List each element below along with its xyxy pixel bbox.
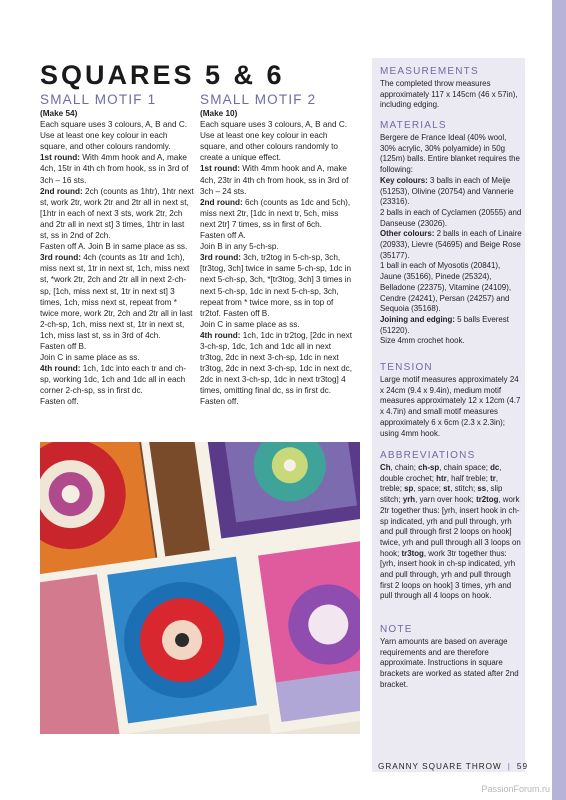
round-text: With 4mm hook and A, make 4ch, 15tr in 4th ch from hook, ss in 3rd of 3ch – 16 sts. bbox=[40, 153, 189, 185]
page-edge-separator bbox=[548, 0, 550, 800]
motif-2-round-1 bbox=[200, 163, 355, 196]
footer-separator: | bbox=[507, 762, 511, 771]
abbreviation-term: ss bbox=[477, 484, 487, 494]
abbreviation-term: tr bbox=[490, 473, 496, 483]
motif-1-fasten-b: Fasten off B. bbox=[40, 341, 87, 351]
motif-1-fasten-a: Fasten off A. Join B in same place as ss. bbox=[40, 242, 188, 252]
motif-1-round-2 bbox=[40, 186, 195, 241]
motif-2-join-c: Join C in same place as ss. bbox=[200, 319, 300, 329]
other-colours-text: 2 balls in each of Linaire (20933), Lievre (54695) and Beige Rose (35177). bbox=[380, 229, 522, 260]
abbreviation-term: Ch bbox=[380, 463, 391, 472]
abbreviation-definition: , treble; bbox=[380, 473, 499, 494]
motif-2-heading: SMALL MOTIF 2 bbox=[200, 92, 317, 107]
abbreviation-term: htr bbox=[436, 473, 447, 483]
motif-1-round-4 bbox=[40, 363, 195, 396]
motif-2-round-2 bbox=[200, 197, 355, 230]
motif-1-heading: SMALL MOTIF 1 bbox=[40, 92, 157, 107]
motif-2-join-b: Join B in any 5-ch-sp. bbox=[200, 242, 279, 252]
measurements-text: The completed throw measures approximately 117 x 145cm (46 x 57in), including edging. bbox=[380, 79, 518, 110]
round-text: 4ch (counts as 1tr and 1ch), miss next st, 1tr in next st, 1ch, miss next st, *work 2tr, 2ch and 2tr all in next 2-ch-sp, [1ch, miss next st, 1tr in next st] 3 times, 1ch, miss next st, repeat from * twice more, work 2tr, 2ch and 2tr all in last 2-ch-sp, 1ch, miss next st, 1tr in next st, 1ch, miss last st, ss in 3rd of 4ch. bbox=[40, 253, 193, 340]
motif-2-round-4 bbox=[200, 330, 355, 408]
abbreviation-definition: , work 2tr together thus: [yrh, insert hook in ch-sp indicated, yrh and pull through, yrh and pull through first 2 loops on hook] twice, yrh and pull through all 3 loops on hook; bbox=[380, 495, 521, 558]
measurements-heading: MEASUREMENTS bbox=[380, 66, 479, 77]
round-label: 3rd round: bbox=[200, 253, 241, 263]
motif-2-column bbox=[200, 92, 355, 408]
motif-1-make: (Make 54) bbox=[40, 109, 78, 118]
abbreviation-definition: , yarn over hook; bbox=[415, 495, 477, 505]
page-footer bbox=[378, 762, 528, 771]
motif-1-join-c: Join C in same place as ss. bbox=[40, 353, 140, 363]
abbreviations-list bbox=[380, 463, 522, 602]
round-text: 1ch, 1dc in tr2tog, [2dc in next 3-ch-sp, 1dc, 1ch and 1dc all in next tr3tog, 2dc in next 3-ch-sp, 1dc in next tr3tog, 2dc in next 3-ch-sp, 1dc in next dc, 2dc in next 3-ch-sp, 1dc in next tr3tog] 4 times, omitting final dc, ss in first dc. Fasten off. bbox=[200, 330, 353, 407]
abbreviation-term: st bbox=[443, 484, 451, 494]
abbreviation-term: tr2tog bbox=[476, 495, 499, 505]
tension-section bbox=[380, 362, 522, 439]
crochet-squares-photo bbox=[40, 442, 360, 734]
materials-one-ball: 1 ball in each of Myosotis (20841), Jaune (35166), Pinede (25324), Belladone (22375), Vitamine (24109), Cendre (24241), Persan (24257) and Sequoia (35168). bbox=[380, 261, 512, 314]
materials-section bbox=[380, 120, 522, 347]
abbreviation-term: yrh bbox=[402, 495, 416, 505]
tension-text: Large motif measures approximately 24 x 24cm (9.4 x 9.4in), medium motif measures approximately 12 x 12cm (4.7 x 4.7in) and small motif measures approximately 6 x 6cm (2.3 x 2.3in); using 4mm hook. bbox=[380, 375, 521, 438]
motif-1-round-1 bbox=[40, 152, 195, 185]
round-text: 3ch, tr2tog in 5-ch-sp, 3ch, [tr3tog, 3ch] twice in same 5-ch-sp, 1dc in next 5-ch-sp, 3ch, *[tr3tog, 3ch] 3 times in next 5-ch-sp, 1dc in next 5-ch-sp, 3ch, repeat from * twice more, ss in top of tr2tof. Fasten off B. bbox=[200, 253, 352, 318]
abbreviation-definition: , double crochet; bbox=[380, 463, 502, 483]
round-label: 1st round: bbox=[200, 164, 241, 174]
footer-section-title: GRANNY SQUARE THROW bbox=[377, 762, 502, 771]
motif-1-intro: Each square uses 3 colours, A, B and C. Use at least one key colour in each square, and other colours randomly. bbox=[40, 120, 188, 152]
key-colours-text: 3 balls in each of Meije (51253), Olivine (20754) and Vannerie (23316). bbox=[380, 175, 514, 207]
note-text: Yarn amounts are based on average requirements and are therefore approximate. Instructions in square brackets are worked as stated after 2nd bracket. bbox=[380, 637, 519, 689]
round-text: 2ch (counts as 1htr), 1htr next st, work 2tr, work 2tr and 2tr all in next st, [1htr in each of next 3 sts, work 2tr, 2ch and 2tr all in next st] 3 times, 1htr in last st, ss in 2nd of 2ch. bbox=[40, 186, 194, 241]
materials-hook: Size 4mm crochet hook. bbox=[380, 336, 465, 346]
motif-1-column bbox=[40, 92, 195, 408]
round-label: 4th round: bbox=[40, 364, 81, 374]
abbreviations-heading: ABBREVIATIONS bbox=[380, 450, 476, 461]
tension-heading: TENSION bbox=[380, 362, 433, 373]
page-edge-stripe bbox=[552, 0, 566, 800]
abbreviation-definition: , half treble; bbox=[446, 473, 491, 483]
round-text: 6ch (counts as 1dc and 5ch), miss next 2tr, [1dc in next tr, 5ch, miss next 2tr] 7 times, ss in first of 6ch. bbox=[200, 197, 351, 229]
other-colours-label: Other colours: bbox=[380, 229, 435, 239]
materials-key-colours bbox=[380, 176, 522, 208]
info-sidebar bbox=[372, 58, 525, 772]
round-label: 2nd round: bbox=[200, 197, 243, 207]
note-section bbox=[380, 624, 522, 691]
joining-text: 5 balls Everest (51220). bbox=[380, 314, 509, 335]
materials-intro: Bergere de France Ideal (40% wool, 30% acrylic, 30% polyamide) in 50g (125m) balls. Entire blanket requires the following: bbox=[380, 133, 520, 175]
motif-2-fasten-a: Fasten off A. bbox=[200, 231, 246, 241]
materials-heading: MATERIALS bbox=[380, 120, 447, 131]
abbreviations-section bbox=[380, 450, 522, 602]
abbreviation-term: ch-sp bbox=[418, 463, 440, 472]
motif-2-round-3 bbox=[200, 252, 355, 319]
motif-2-make: (Make 10) bbox=[200, 109, 238, 118]
abbreviation-definition: , space; bbox=[413, 484, 444, 494]
round-text: 1ch, 1dc into each tr and ch-sp, working 1dc, 1ch and 1dc all in each corner 2-ch-sp, ss in first dc. bbox=[40, 364, 187, 396]
round-text: With 4mm hook and A, make 4ch, 23tr in 4th ch from hook, ss in 3rd of 3ch – 24 sts. bbox=[200, 164, 349, 196]
round-label: 3rd round: bbox=[40, 253, 81, 263]
motif-2-intro: Each square uses 3 colours, A, B and C. Use at least one key colour in each square, and other colours randomly to create a unique effect. bbox=[200, 120, 348, 163]
measurements-section bbox=[380, 66, 522, 111]
page-number: 59 bbox=[516, 762, 528, 771]
page-title: SQUARES 5 & 6 bbox=[40, 60, 285, 90]
materials-other-colours bbox=[380, 229, 522, 261]
abbreviation-definition: , work 3tr together thus: [yrh, insert hook in ch-sp indicated, yrh and pull through, yrh and pull through first 2 loops on hook] 3 times, yrh and pull through all 4 loops on hook. bbox=[380, 548, 516, 601]
abbreviation-definition: , stitch; bbox=[450, 484, 478, 494]
round-label: 1st round: bbox=[40, 153, 81, 163]
note-heading: NOTE bbox=[380, 624, 413, 635]
motif-1-round-3 bbox=[40, 252, 195, 341]
key-colours-label: Key colours: bbox=[380, 175, 428, 185]
abbreviation-term: sp bbox=[404, 484, 414, 494]
round-label: 4th round: bbox=[200, 330, 241, 340]
abbreviation-definition: , chain space; bbox=[439, 463, 491, 472]
abbreviation-definition: , chain; bbox=[390, 463, 419, 472]
abbreviation-term: tr3tog bbox=[401, 548, 424, 558]
crochet-illustration bbox=[40, 442, 360, 734]
round-label: 2nd round: bbox=[40, 186, 83, 196]
joining-label: Joining and edging: bbox=[380, 314, 455, 324]
abbreviation-definition: , slip stitch; bbox=[380, 484, 503, 505]
motif-1-fasten-off: Fasten off. bbox=[40, 397, 79, 407]
abbreviation-term: dc bbox=[490, 463, 500, 472]
watermark: PassionForum.ru bbox=[481, 784, 550, 794]
materials-two-balls: 2 balls in each of Cyclamen (20555) and Danseuse (23026). bbox=[380, 207, 522, 228]
materials-joining bbox=[380, 315, 522, 336]
